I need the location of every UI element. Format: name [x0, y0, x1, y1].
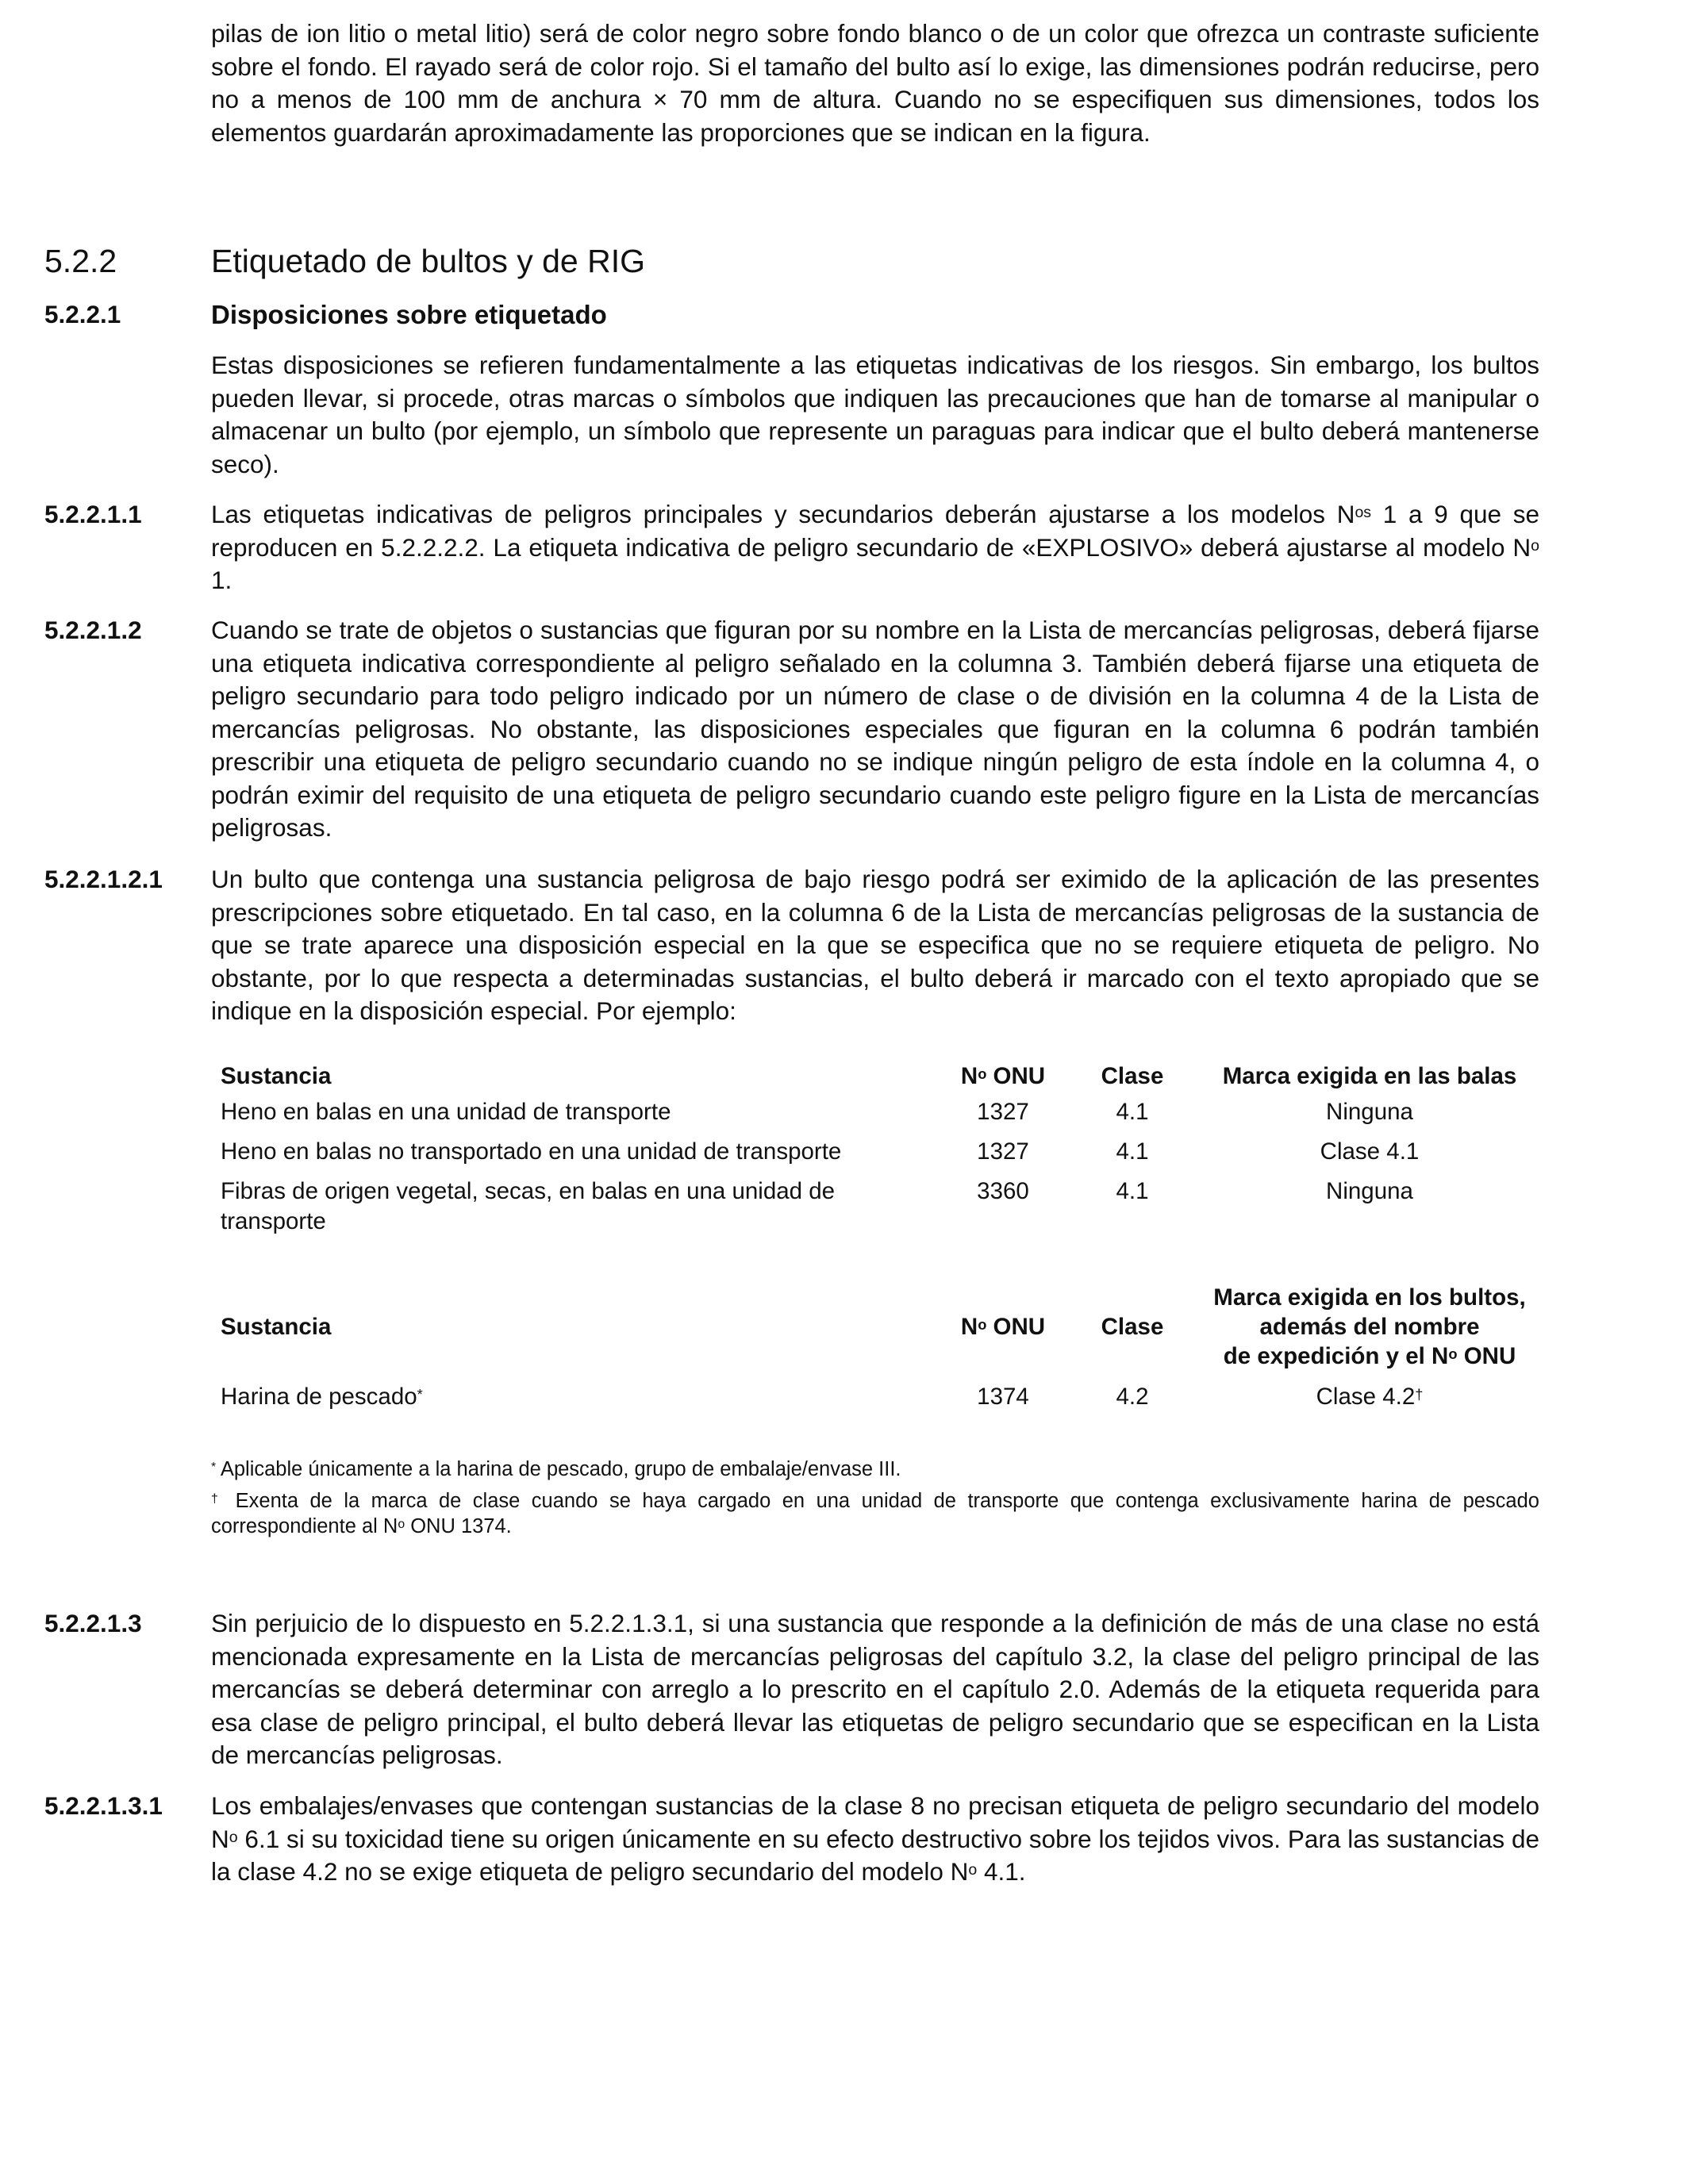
cell-substance: Fibras de origen vegetal, secas, en balas en una unidad de transporte [221, 1178, 836, 1234]
bales-marking-table [211, 1061, 1539, 1237]
header-mark [1200, 1283, 1539, 1371]
cell-mark: Ninguna [1326, 1099, 1413, 1125]
cell-class: 4.1 [1116, 1178, 1149, 1204]
header-onu [941, 1283, 1065, 1371]
cell-onu: 1327 [977, 1138, 1029, 1165]
table-header-row [211, 1061, 1539, 1097]
footnote-marker: † [1415, 1385, 1424, 1403]
intro-paragraph: pilas de ion litio o metal litio) será de color negro sobre fondo blanco o de un color que ofrezca un contraste suficiente sobre el fondo. El rayado será de color rojo. Si el tamaño del bulto así lo exige, las dimensiones podrán reducirse, pero no a menos de 100 mm de anchura × 70 mm de altura. Cuando no se especifiquen sus dimensiones, todos los elementos guardarán aproximadamente las proporciones que se indican en la figura. [211, 19, 1539, 147]
text-run: Las etiquetas indicativas de peligros principales y secundarios deberán ajustarse a los modelos N [211, 500, 1355, 528]
paragraph [211, 1790, 1539, 1889]
paragraph: Sin perjuicio de lo dispuesto en 5.2.2.1.3.1, si una sustancia que responde a la definición de más de una clase no está mencionada expresamente en la Lista de mercancías peligrosas del capítulo 3.2, la clase del peligro principal de las mercancías se deberá determinar con arreglo a lo prescrito en el capítulo 2.0. Además de la etiqueta requerida para esa clase de peligro principal, el bulto deberá llevar las etiquetas de peligro secundario que se especifican en la Lista de mercancías peligrosas. [211, 1609, 1539, 1769]
paragraph [211, 498, 1539, 597]
section-title: Disposiciones sobre etiquetado [211, 300, 607, 329]
cell-onu: 1327 [977, 1099, 1029, 1125]
footnote-marker: * [211, 1460, 217, 1475]
section-number: 5.2.2.1.1 [44, 500, 142, 528]
header-mark: Marca exigida en las balas [1222, 1063, 1517, 1089]
footnote [211, 1488, 1539, 1539]
header-onu [941, 1061, 1065, 1097]
superscript: o [1448, 1345, 1458, 1362]
header-substance: Sustancia [221, 1314, 332, 1340]
cell-substance [211, 1371, 941, 1412]
cell-class: 4.1 [1116, 1099, 1149, 1125]
packages-marking-table [211, 1283, 1539, 1412]
text-run: Clase 4.2 [1316, 1384, 1416, 1410]
text-run: 6.1 si su toxicidad tiene su origen únicamente en su efecto destructivo sobre los tejidos vivos. Para las sustancias de la clase 4.2 no se exige etiqueta de peligro secundario del modelo N [211, 1824, 1539, 1886]
text-run: ONU 1374. [405, 1515, 512, 1537]
cell-class: 4.2 [1116, 1384, 1149, 1410]
text-run: 1 a 9 que se reproducen en 5.2.2.2.2. La etiqueta indicativa de peligro secundario de «EXPLOSIVO» deberá ajustarse al modelo N [211, 500, 1539, 562]
text-run: 4.1. [977, 1857, 1026, 1886]
text-run: ONU [1457, 1343, 1516, 1369]
table-row [211, 1137, 1539, 1176]
superscript: o [1531, 536, 1539, 555]
table-row [211, 1371, 1539, 1412]
superscript: o [398, 1518, 405, 1532]
superscript: o [229, 1828, 238, 1846]
text-run: Harina de pescado [221, 1384, 417, 1410]
footnote-marker: † [211, 1492, 225, 1507]
cell-class: 4.1 [1116, 1138, 1149, 1165]
text-run: de expedición y el N [1223, 1343, 1449, 1369]
footnote [211, 1457, 1539, 1482]
paragraph: Un bulto que contenga una sustancia peligrosa de bajo riesgo podrá ser eximido de la aplicación de las presentes prescripciones sobre etiquetado. En tal caso, en la columna 6 de la Lista de mercancías peligrosas de la sustancia de que se trate aparece una disposición especial en la que se especifica que no se requiere etiqueta de peligro. No obstante, por lo que respecta a determinadas sustancias, el bulto deberá ir marcado con el texto apropiado que se indique en la disposición especial. Por ejemplo: [211, 865, 1539, 1025]
paragraph: Cuando se trate de objetos o sustancias que figuran por su nombre en la Lista de mercancías peligrosas, deberá fijarse una etiqueta indicativa correspondiente al peligro señalado en la columna 3. También deberá fijarse una etiqueta de peligro secundario para todo peligro indicado por un número de clase o de división en la columna 4 de la Lista de mercancías peligrosas. No obstante, las disposiciones especiales que figuran en la columna 6 podrán también prescribir una etiqueta de peligro secundario cuando no se indique ningún peligro de esta índole en la columna 4, o podrán eximir del requisito de una etiqueta de peligro secundario cuando este peligro figure en la Lista de mercancías peligrosas. [211, 616, 1539, 842]
superscript: os [1355, 504, 1372, 522]
cell-mark [1200, 1371, 1539, 1412]
header-line [1200, 1341, 1539, 1371]
paragraph: Estas disposiciones se refieren fundamentalmente a las etiquetas indicativas de los riesgos. Sin embargo, los bultos pueden llevar, si procede, otras marcas o símbolos que indiquen las precauciones que han de tomarse al manipular o almacenar un bulto (por ejemplo, un símbolo que represente un paraguas para indicar que el bulto deberá mantenerse seco). [211, 351, 1539, 478]
header-substance: Sustancia [221, 1063, 332, 1089]
cell-mark: Clase 4.1 [1320, 1138, 1420, 1165]
header-line: Marca exigida en los bultos, [1213, 1284, 1526, 1311]
header-line: además del nombre [1259, 1314, 1480, 1340]
section-number: 5.2.2.1.3.1 [44, 1791, 163, 1820]
cell-substance: Heno en balas en una unidad de transporte [221, 1099, 671, 1125]
section-number: 5.2.2.1.2 [44, 616, 142, 644]
text-run: Aplicable únicamente a la harina de pescado, grupo de embalaje/envase III. [216, 1458, 901, 1480]
section-number: 5.2.2.1.2.1 [44, 865, 163, 893]
section-number: 5.2.2.1.3 [44, 1609, 142, 1637]
cell-onu: 3360 [977, 1178, 1029, 1204]
section-title: Etiquetado de bultos y de RIG [211, 243, 646, 279]
superscript: o [968, 1861, 978, 1879]
text-run: Los embalajes/envases que contengan sustancias de la clase 8 no precisan etiqueta de peligro secundario del modelo N [211, 1791, 1539, 1853]
superscript: o [978, 1065, 987, 1082]
header-class: Clase [1101, 1063, 1164, 1089]
cell-onu: 1374 [977, 1384, 1029, 1410]
table-header-row [211, 1283, 1539, 1371]
header-class: Clase [1101, 1314, 1164, 1340]
text-run: N [960, 1063, 978, 1089]
text-run: 1. [211, 566, 232, 594]
text-run: Exenta de la marca de clase cuando se haya cargado en una unidad de transporte que contenga exclusivamente harina de pescado correspondiente al N [211, 1490, 1539, 1537]
superscript: o [978, 1315, 987, 1333]
section-number: 5.2.2.1 [44, 300, 121, 328]
section-number: 5.2.2 [44, 243, 117, 279]
footnote-marker: * [417, 1385, 423, 1403]
text-run: N [960, 1314, 978, 1340]
text-run: ONU [986, 1314, 1046, 1340]
table-row [211, 1176, 1539, 1237]
cell-substance: Heno en balas no transportado en una unidad de transporte [221, 1138, 842, 1165]
cell-mark: Ninguna [1326, 1178, 1413, 1204]
text-run: ONU [986, 1063, 1046, 1089]
table-row [211, 1097, 1539, 1137]
